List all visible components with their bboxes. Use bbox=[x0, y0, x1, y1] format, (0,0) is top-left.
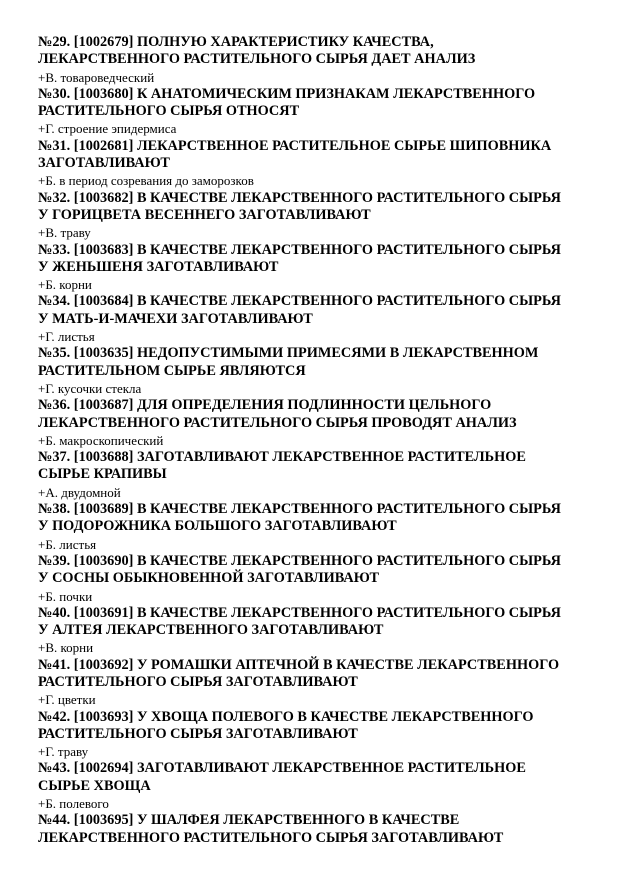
question-40: №40. [1003691] В КАЧЕСТВЕ ЛЕКАРСТВЕННОГО РАСТИТЕЛЬНОГО СЫРЬЯ У АЛТЕЯ ЛЕКАРСТВЕННОГО ЗАГОТАВЛИВАЮТ bbox=[38, 604, 561, 639]
answer-41: +Г. цветки bbox=[38, 692, 96, 708]
answer-30: +Г. строение эпидермиса bbox=[38, 121, 177, 137]
answer-42: +Г. траву bbox=[38, 744, 89, 760]
answer-35: +Г. кусочки стекла bbox=[38, 380, 142, 396]
answer-31: +Б. в период созревания до заморозков bbox=[38, 173, 254, 189]
question-34: №34. [1003684] В КАЧЕСТВЕ ЛЕКАРСТВЕННОГО РАСТИТЕЛЬНОГО СЫРЬЯ У МАТЬ-И-МАЧЕХИ ЗАГОТАВЛИВАЮТ bbox=[38, 293, 561, 327]
answer-32: +В. траву bbox=[38, 225, 91, 241]
question-35: №35. [1003635] НЕДОПУСТИМЫМИ ПРИМЕСЯМИ В ЛЕКАРСТВЕННОМ РАСТИТЕЛЬНОМ СЫРЬЕ ЯВЛЯЮТСЯ bbox=[38, 345, 539, 379]
question-36: №36. [1003687] ДЛЯ ОПРЕДЕЛЕНИЯ ПОДЛИННОСТИ ЦЕЛЬНОГО ЛЕКАРСТВЕННОГО РАСТИТЕЛЬНОГО СЫРЬЯ ПРОВОДЯТ АНАЛИЗ bbox=[38, 397, 517, 431]
question-33: №33. [1003683] В КАЧЕСТВЕ ЛЕКАРСТВЕННОГО РАСТИТЕЛЬНОГО СЫРЬЯ У ЖЕНЬШЕНЯ ЗАГОТАВЛИВАЮТ bbox=[38, 241, 561, 275]
question-44: №44. [1003695] У ШАЛФЕЯ ЛЕКАРСТВЕННОГО В КАЧЕСТВЕ ЛЕКАРСТВЕННОГО РАСТИТЕЛЬНОГО СЫРЬЯ ЗАГОТАВЛИВАЮТ bbox=[38, 812, 504, 846]
answer-29: +В. товароведческий bbox=[38, 69, 155, 85]
answer-33: +Б. корни bbox=[38, 277, 92, 293]
answer-43: +Б. полевого bbox=[38, 796, 109, 812]
answer-39: +Б. почки bbox=[38, 588, 93, 604]
question-38: №38. [1003689] В КАЧЕСТВЕ ЛЕКАРСТВЕННОГО РАСТИТЕЛЬНОГО СЫРЬЯ У ПОДОРОЖНИКА БОЛЬШОГО ЗАГОТАВЛИВАЮТ bbox=[38, 501, 561, 535]
question-42: №42. [1003693] У ХВОЩА ПОЛЕВОГО В КАЧЕСТВЕ ЛЕКАРСТВЕННОГО РАСТИТЕЛЬНОГО СЫРЬЯ ЗАГОТАВЛИВАЮТ bbox=[38, 708, 534, 742]
answer-38: +Б. листья bbox=[38, 536, 97, 552]
question-32: №32. [1003682] В КАЧЕСТВЕ ЛЕКАРСТВЕННОГО РАСТИТЕЛЬНОГО СЫРЬЯ У ГОРИЦВЕТА ВЕСЕННЕГО ЗАГОТАВЛИВАЮТ bbox=[38, 189, 561, 223]
answer-36: +Б. макроскопический bbox=[38, 432, 164, 448]
question-30: №30. [1003680] К АНАТОМИЧЕСКИМ ПРИЗНАКАМ ЛЕКАРСТВЕННОГО РАСТИТЕЛЬНОГО СЫРЬЯ ОТНОСЯТ bbox=[38, 85, 536, 120]
question-43: №43. [1002694] ЗАГОТАВЛИВАЮТ ЛЕКАРСТВЕННОЕ РАСТИТЕЛЬНОЕ СЫРЬЕ ХВОЩА bbox=[38, 760, 526, 794]
answer-40: +В. корни bbox=[38, 640, 94, 656]
question-31: №31. [1002681] ЛЕКАРСТВЕННОЕ РАСТИТЕЛЬНОЕ СЫРЬЕ ШИПОВНИКА ЗАГОТАВЛИВАЮТ bbox=[38, 137, 552, 172]
question-37: №37. [1003688] ЗАГОТАВЛИВАЮТ ЛЕКАРСТВЕННОЕ РАСТИТЕЛЬНОЕ СЫРЬЕ КРАПИВЫ bbox=[38, 449, 526, 483]
answer-37: +А. двудомной bbox=[38, 484, 121, 500]
question-29: №29. [1002679] ПОЛНУЮ ХАРАКТЕРИСТИКУ КАЧЕСТВА, ЛЕКАРСТВЕННОГО РАСТИТЕЛЬНОГО СЫРЬЯ ДАЕТ АНАЛИЗ bbox=[38, 34, 476, 68]
question-41: №41. [1003692] У РОМАШКИ АПТЕЧНОЙ В КАЧЕСТВЕ ЛЕКАРСТВЕННОГО РАСТИТЕЛЬНОГО СЫРЬЯ ЗАГОТАВЛИВАЮТ bbox=[38, 656, 560, 690]
answer-34: +Г. листья bbox=[38, 329, 95, 345]
question-39: №39. [1003690] В КАЧЕСТВЕ ЛЕКАРСТВЕННОГО РАСТИТЕЛЬНОГО СЫРЬЯ У СОСНЫ ОБЫКНОВЕННОЙ ЗАГОТАВЛИВАЮТ bbox=[38, 552, 561, 587]
